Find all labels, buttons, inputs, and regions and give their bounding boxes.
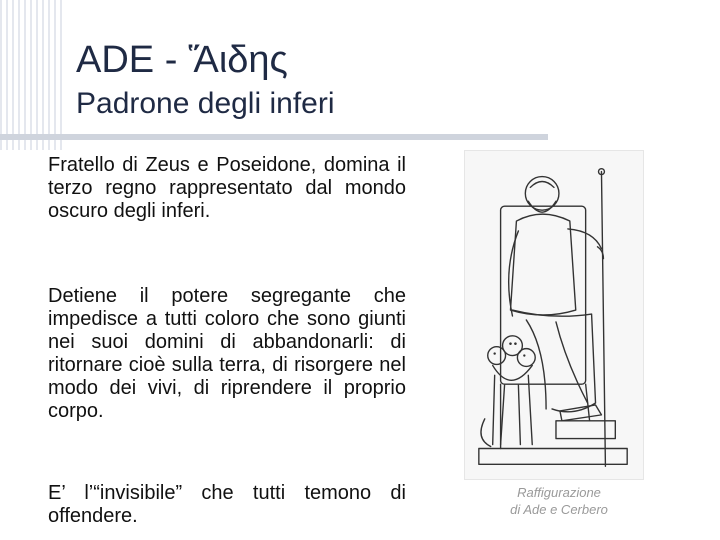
caption-line-1: Raffigurazione (517, 485, 601, 500)
figure-caption (470, 484, 648, 518)
decorative-stripes (0, 0, 62, 150)
slide-subtitle: Padrone degli inferi (76, 87, 335, 120)
paragraph-1: Fratello di Zeus e Poseidone, domina il terzo regno rappresentato dal mondo oscuro degli inferi. (48, 154, 406, 222)
header-divider (0, 134, 548, 140)
caption-line-2: di Ade e Cerbero (510, 502, 608, 517)
statue-drawing (465, 151, 643, 479)
paragraph-2: Detiene il potere segregante che impedisce a tutti coloro che sono giunti nei suoi domini di abbandonarli: di ritornare cioè sulla terra, di risorgere nel modo dei vivi, di riprendere il proprio corpo. (48, 285, 406, 422)
slide-title: ADE - Ἅιδης (76, 39, 288, 81)
hades-cerberus-illustration (464, 150, 644, 480)
paragraph-3: E’ l’“invisibile” che tutti temono di offendere. (48, 482, 406, 527)
